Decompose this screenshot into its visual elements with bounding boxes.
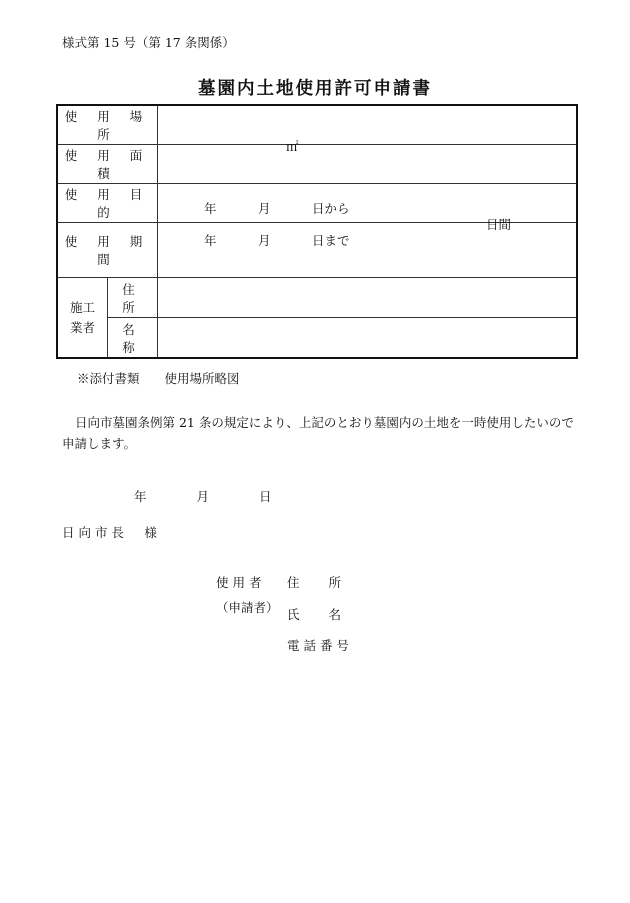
period-to-month: 月: [258, 233, 271, 248]
area-label: 使 用 面 積: [57, 145, 158, 184]
period-from-month: 月: [258, 201, 271, 216]
applicant-address-label: 住 所: [287, 575, 341, 590]
contractor-name-label: 名 称: [108, 318, 158, 359]
period-label: 使 用 期 間: [57, 223, 158, 278]
period-days: 日間: [486, 217, 512, 232]
period-from-day: 日から: [312, 201, 350, 216]
body-text: 日向市墓園条例第 21 条の規定により、上記のとおり墓園内の土地を一時使用したいので申請します。: [62, 415, 574, 451]
purpose-label: 使 用 目 的: [57, 184, 158, 223]
period-to-day: 日まで: [312, 233, 350, 248]
applicant-role-sub: （申請者）: [216, 600, 279, 615]
row-area: [57, 145, 577, 184]
period-to-year: 年: [204, 233, 217, 248]
area-field[interactable]: [158, 139, 578, 184]
addressee: 日 向 市 長 様: [62, 525, 157, 540]
contractor-name-field[interactable]: [158, 318, 578, 359]
row-contractor-name: [57, 318, 577, 359]
contractor-label-line1: 施工: [69, 299, 95, 315]
attachment-note: ※添付書類 使用場所略図: [77, 371, 240, 386]
contractor-address-field[interactable]: [158, 278, 578, 318]
applicant-name-label: 氏 名: [287, 607, 341, 622]
form-number: 様式第 15 号（第 17 条関係）: [62, 35, 235, 50]
contractor-address-label: 住 所: [108, 278, 158, 318]
row-place: [57, 105, 577, 145]
application-table: [56, 104, 578, 359]
row-contractor-address: [57, 278, 577, 318]
period-from-year: 年: [204, 201, 217, 216]
area-unit: ㎡: [286, 139, 299, 154]
place-field[interactable]: [158, 105, 578, 145]
date-line: [134, 487, 271, 505]
applicant-phone-label: 電 話 番 号: [287, 638, 349, 653]
period-field[interactable]: [158, 201, 578, 278]
applicant-role: 使 用 者: [216, 575, 262, 590]
row-period: [57, 223, 577, 278]
document-title: 墓園内土地使用許可申請書: [198, 79, 432, 99]
date-year: 年: [134, 489, 147, 504]
date-month: 月: [196, 489, 209, 504]
purpose-field[interactable]: [158, 184, 578, 223]
place-label: 使 用 場 所: [57, 105, 158, 145]
contractor-label: [57, 278, 108, 359]
date-day: 日: [258, 489, 272, 504]
contractor-label-line2: 業者: [69, 319, 95, 335]
